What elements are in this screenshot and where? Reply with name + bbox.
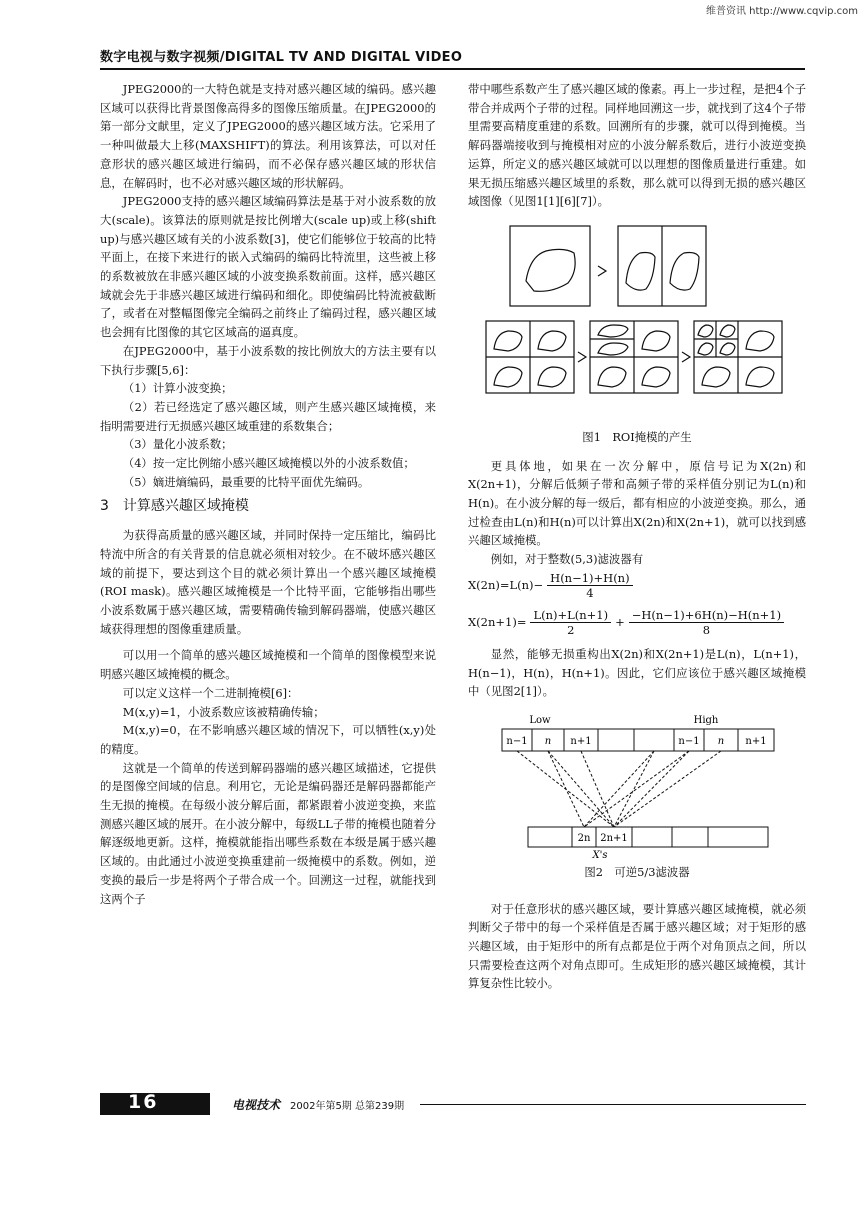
- paragraph: 对于任意形状的感兴趣区域，要计算感兴趣区域掩模，就必须判断父子带中的每一个采样值是否属于感兴趣区域；对于矩形的感兴趣区域，由于矩形中的所有点都是位于两个对角顶点之间，所以只需要检查这两个对角点即可。生成矩形的感兴趣区域掩模，其计算复杂性比较小。: [468, 901, 806, 991]
- cell-high-n: n: [717, 735, 725, 747]
- formula-fraction: [629, 608, 784, 637]
- paragraph: 带中哪些系数产生了感兴趣区域的像素。再上一步过程，是把4个子带合并成两个子带的过程。同样地回溯这一步，就找到了这4个子带里需要高精度重建的系数。回溯所有的步骤，就可以得到掩模。当解码器端接收到与掩模相对应的小波分解系数后，进行小波逆变换运算，所定义的感兴趣区域就可以以理想的图像质量进行重建。如果无损压缩感兴趣区域里的系数，那么就可以得到无损的感兴趣区域图像（见图1[1][6][7]）。: [468, 82, 806, 209]
- step-item: （5）嫡进熵编码，最重要的比特平面优先编码。: [122, 474, 370, 489]
- paragraph: 在JPEG2000中，基于小波系数的按比例放大的方法主要有以下执行步骤[5,6]：: [100, 343, 436, 377]
- formula-x2n: [468, 571, 806, 600]
- cell-low-n: n: [544, 735, 552, 747]
- step-item: （2）若已经选定了感兴趣区域，则产生感兴趣区域掩模，来指明需要进行无损感兴趣区域重建的系数集合；: [100, 399, 436, 433]
- formula-fraction: [547, 571, 632, 600]
- cell-high-n+1: n+1: [745, 735, 767, 747]
- footer-rule: [420, 1104, 806, 1105]
- page-number: 16: [128, 1091, 159, 1113]
- cell-low-n+1: n+1: [570, 735, 592, 747]
- site-watermark: 维普资讯 http://www.cqvip.com: [705, 6, 858, 17]
- formula-lhs: X(2n+1)=: [468, 614, 527, 629]
- paragraph: M(x,y)=0，在不影响感兴趣区域的情况下，可以牺牲(x,y)处的精度。: [100, 723, 436, 756]
- paragraph: 例如，对于整数(5,3)滤波器有: [490, 552, 644, 567]
- paragraph: 可以定义这样一个二进制掩模[6]：: [122, 685, 299, 700]
- numerator: H(n−1)+H(n): [547, 571, 632, 586]
- cell-low-n-1: n−1: [506, 735, 528, 747]
- journal-name: 电视技术: [232, 1098, 281, 1112]
- figure-1-roi-mask: [468, 221, 806, 426]
- section-heading: 3 计算感兴趣区域掩模: [100, 498, 249, 515]
- running-header: 数字电视与数字视频/DIGITAL TV AND DIGITAL VIDEO: [100, 50, 463, 65]
- numerator: L(n)+L(n+1): [530, 608, 611, 623]
- denominator: 4: [586, 585, 594, 600]
- denominator: 8: [702, 622, 711, 637]
- figure-2-filter-diagram: [468, 709, 806, 859]
- step-item: （4）按一定比例缩小感兴趣区域掩模以外的小波系数值；: [122, 456, 415, 471]
- paragraph: 显然，能够无损重构出X(2n)和X(2n+1)是L(n)，L(n+1)，H(n−1)，H(n)，H(n+1)。因此，它们应该位于感兴趣区域掩模中（见图2[1]）。: [468, 646, 806, 699]
- high-label: High: [693, 714, 719, 726]
- x-label: X's: [592, 849, 608, 859]
- figure-1-caption: 图1 ROI掩模的产生: [582, 429, 692, 444]
- numerator: −H(n−1)+6H(n)−H(n+1): [629, 608, 784, 623]
- paragraph: 这就是一个简单的传送到解码器端的感兴趣区域描述，它提供的是图像空间域的信息。利用它，无论是编码器还是解码器都能产生无损的掩模。在每级小波分解后面，都紧跟着小波逆变换，来监测感兴趣区域的展开。在小波分解中，每级LL子带的掩模也随着分解逐级地更新。这样，掩模就能指出哪些系数在本级是属于感兴趣区域的。由此通过小波逆变换重建前一级掩模中的系数。例如，逆变换的最后一步是将两个子带合成一个。回溯这一过程，就能找到这两个子: [100, 760, 436, 906]
- figure-2-caption: 图2 可逆5/3滤波器: [584, 864, 690, 879]
- denominator: 2: [567, 622, 575, 637]
- cell-high-n-1: n−1: [678, 735, 700, 747]
- formula-fraction: [530, 608, 611, 637]
- paragraph: 可以用一个简单的感兴趣区域掩模和一个简单的图像模型来说明感兴趣区域掩模的概念。: [100, 648, 436, 682]
- paragraph: 更具体地，如果在一次分解中，原信号记为X(2n)和X(2n+1)，分解后低频子带和高频子带的采样值分别记为L(n)和H(n)。在小波分解的每一级后，都有相应的小波逆变换。那么，通过检查由L(n)和H(n)可以计算出X(2n)和X(2n+1)，就可以找到感兴趣区域掩模。: [468, 458, 806, 548]
- left-column: [100, 80, 436, 908]
- header-rule: [100, 68, 805, 70]
- formula-x2n1: [468, 608, 806, 637]
- journal-issue: 2002年第5期 总第239期: [290, 1101, 405, 1112]
- paragraph: JPEG2000支持的感兴趣区域编码算法是基于对小波系数的放大(scale)。该算法的原则就是按比例增大(scale up)或上移(shift up)与感兴趣区域有关的小波系数[3]，使它们能够位于较高的比特平面上，在接下来进行的嵌入式编码的编码比特流里，这些被上移的系数被放在非感兴趣区域的小波变换系数前面。这样，感兴趣区域就会先于非感兴趣区域进行编码和细化。即使编码比特流被截断了，或者在对整幅图像完全编码之前终止了编码过程，感兴趣区域也会拥有比图像的其它区域高的逼真度。: [100, 194, 436, 340]
- paragraph: M(x,y)=1，小波系数应该被精确传输；: [122, 704, 325, 719]
- cell-x-2n: 2n: [577, 832, 591, 844]
- low-label: Low: [529, 714, 551, 726]
- cell-x-2n+1: 2n+1: [600, 832, 628, 844]
- paragraph: 为获得高质量的感兴趣区域，并同时保持一定压缩比，编码比特流中所含的有关背景的信息就必须相对较少。在不破坏感兴趣区域的前提下，要达到这个目的就必须计算出一个感兴趣区域掩模(ROI mask)。感兴趣区域掩模是一个比特平面，它能够指出哪些小波系数属于感兴趣区域，需要精确传输到解码器端，使感兴趣区域获得理想的图像重建质量。: [100, 528, 436, 636]
- right-column: [468, 80, 806, 993]
- step-item: （1）计算小波变换；: [122, 381, 233, 396]
- plus-sign: +: [615, 614, 625, 629]
- paragraph: JPEG2000的一大特色就是支持对感兴趣区域的编码。感兴趣区域可以获得比背景图像高得多的图像压缩质量。在JPEG2000的第一部分文献里，定义了JPEG2000的感兴趣区域方法。它采用了一种叫做最大上移(MAXSHIFT)的算法。利用该算法，可以对任意形状的感兴趣区域进行编码，而不必保存感兴趣区域的形状信息，在解码时，也不必对感兴趣区域的形状解码。: [100, 82, 436, 190]
- step-item: （3）量化小波系数；: [122, 437, 233, 452]
- formula-lhs: X(2n)=L(n)−: [468, 577, 544, 592]
